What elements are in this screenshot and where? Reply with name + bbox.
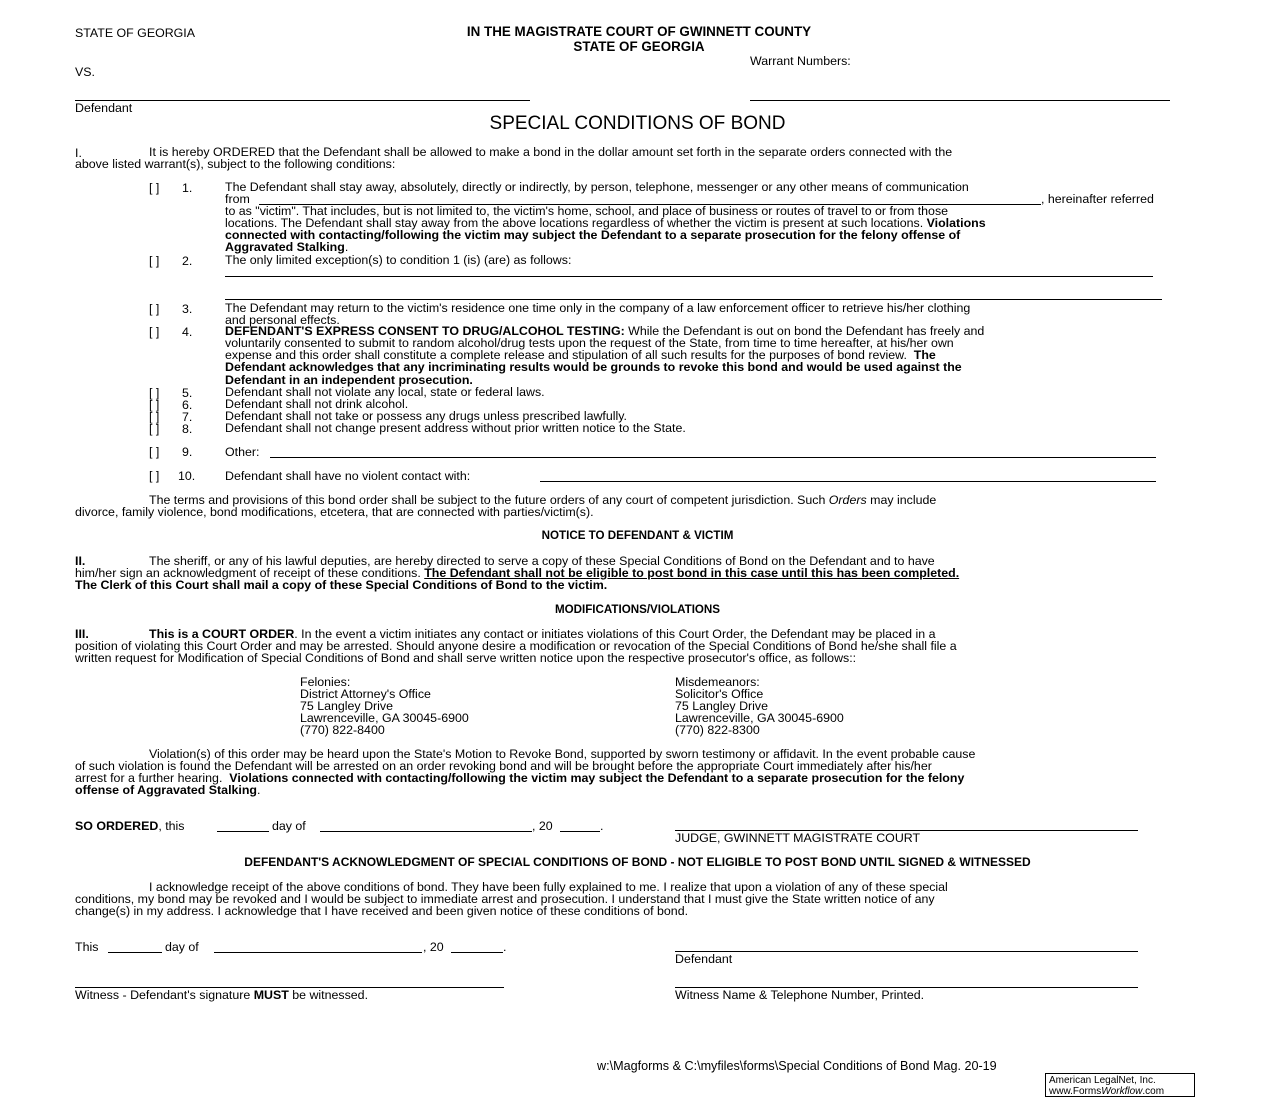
order-day-line[interactable] — [217, 831, 269, 832]
section-1-intro: It is hereby ORDERED that the Defendant shall be allowed to make a bond in the dollar amount set forth in the separate orders connected with the — [149, 145, 953, 159]
misdemeanors-street: 75 Langley Drive — [675, 699, 768, 713]
condition-3-number: 3. — [182, 302, 193, 316]
condition-4-checkbox[interactable]: [ ] — [149, 325, 160, 339]
order-period: . — [600, 819, 604, 833]
condition-10-number: 10. — [178, 469, 196, 483]
condition-4-text-4: Defendant acknowledges that any incriminating results would be grounds to revoke this bond and would be used against the — [225, 360, 962, 374]
felonies-city: Lawrenceville, GA 30045-6900 — [300, 711, 469, 725]
court-state: STATE OF GEORGIA — [573, 39, 705, 54]
violations-text-3: arrest for a further hearing. Violations connected with contacting/following the victim may subject the Defendant to a separate prosecution for the felony — [75, 771, 965, 785]
defendant-signature-label: Defendant — [675, 952, 733, 966]
modifications-text: This is a COURT ORDER. In the event a victim initiates any contact or initiates violations of this Court Order, the Defendant may be placed in a — [149, 627, 936, 641]
modifications-heading: MODIFICATIONS/VIOLATIONS — [554, 603, 721, 616]
section-2-numeral: II. — [75, 554, 86, 568]
notice-text-2: him/her sign an acknowledgment of receipt of these conditions. The Defendant shall not be eligible to post bond in this case until this has been completed. — [75, 566, 960, 580]
condition-2-text: The only limited exception(s) to condition 1 (is) (are) as follows: — [225, 253, 572, 267]
warrant-numbers-line[interactable] — [750, 100, 1170, 101]
condition-7-number: 7. — [182, 410, 193, 424]
condition-6-number: 6. — [182, 398, 193, 412]
defendant-signature-line[interactable] — [675, 951, 1138, 952]
misdemeanors-address — [675, 676, 844, 736]
notice-text: The sheriff, or any of his lawful deputies, are hereby directed to serve a copy of these Special Conditions of Bond on the Defendant and to have — [149, 554, 935, 568]
condition-1-text-4: locations. The Defendant shall stay away from the above locations regardless of whether the victim is present at such locations. Violations — [225, 216, 986, 230]
condition-1-checkbox[interactable]: [ ] — [149, 181, 160, 195]
sign-day-line[interactable] — [108, 952, 162, 953]
condition-4-text-2: voluntarily consented to submit to random alcohol/drug tests upon the request of the State, from time to time hereafter, at his/her own — [225, 336, 954, 350]
felonies-phone: (770) 822-8400 — [300, 723, 385, 737]
condition-5-checkbox[interactable]: [ ] — [149, 386, 160, 400]
no-contact-line[interactable] — [540, 481, 1156, 482]
court-title: IN THE MAGISTRATE COURT OF GWINNETT COUNTY — [466, 24, 812, 39]
condition-4-text-3: expense and this order shall constitute a complete release and stipulation of all such results for the purposes of bond review. The — [225, 348, 936, 362]
publisher-badge — [1045, 1073, 1195, 1097]
felonies-label: Felonies: — [300, 675, 351, 689]
sign-month-line[interactable] — [214, 952, 422, 953]
condition-4-number: 4. — [182, 325, 193, 339]
terms-text-2: divorce, family violence, bond modifications, etcetera, that are connected with parties/victim(s). — [75, 505, 594, 519]
page-title: SPECIAL CONDITIONS OF BOND — [489, 113, 786, 134]
condition-1-text: The Defendant shall stay away, absolutely, directly or indirectly, by person, telephone, messenger or any other means of communication — [225, 180, 969, 194]
publisher-url: www.FormsWorkflow.com — [1049, 1086, 1165, 1097]
exception-line-1[interactable] — [225, 276, 1153, 277]
condition-2-checkbox[interactable]: [ ] — [149, 254, 160, 268]
condition-7-checkbox[interactable]: [ ] — [149, 410, 160, 424]
condition-6-checkbox[interactable]: [ ] — [149, 398, 160, 412]
condition-9-text: Other: — [225, 445, 260, 459]
condition-1-number: 1. — [182, 181, 193, 195]
defendant-label: Defendant — [75, 101, 133, 115]
vs-label: VS. — [75, 65, 95, 79]
felonies-street: 75 Langley Drive — [300, 699, 393, 713]
misdemeanors-city: Lawrenceville, GA 30045-6900 — [675, 711, 844, 725]
exception-line-2[interactable] — [225, 299, 1162, 300]
misdemeanors-office: Solicitor's Office — [675, 687, 764, 701]
condition-1-from: from — [225, 192, 250, 206]
condition-8-number: 8. — [182, 422, 193, 436]
condition-4-text-5: Defendant in an independent prosecution. — [225, 373, 473, 387]
condition-9-number: 9. — [182, 445, 193, 459]
felonies-office: District Attorney's Office — [300, 687, 431, 701]
condition-5-text: Defendant shall not violate any local, state or federal laws. — [225, 385, 545, 399]
modifications-text-2: position of violating this Court Order and may be arrested. Should anyone desire a modification or revocation of the Special Conditions of Bond he/she shall file a — [75, 639, 957, 653]
terms-text: The terms and provisions of this bond order shall be subject to the future orders of any court of competent jurisdiction. Such Orders may include — [149, 493, 937, 507]
condition-2-number: 2. — [182, 254, 193, 268]
condition-3-checkbox[interactable]: [ ] — [149, 302, 160, 316]
section-1-numeral: I. — [75, 146, 82, 160]
misdemeanors-phone: (770) 822-8300 — [675, 723, 760, 737]
other-condition-line[interactable] — [270, 457, 1156, 458]
condition-9-checkbox[interactable]: [ ] — [149, 445, 160, 459]
publisher-name: American LegalNet, Inc. — [1049, 1075, 1156, 1086]
condition-3-text: The Defendant may return to the victim's residence one time only in the company of a law enforcement officer to retrieve his/her clothing — [225, 301, 971, 315]
violations-text-4: offense of Aggravated Stalking. — [75, 783, 261, 797]
warrant-numbers-label: Warrant Numbers: — [750, 54, 851, 68]
condition-10-checkbox[interactable]: [ ] — [149, 469, 160, 483]
notice-text-3: The Clerk of this Court shall mail a copy of these Special Conditions of Bond to the victim. — [75, 578, 608, 592]
form-path: w:\Magforms & C:\myfiles\forms\Special Conditions of Bond Mag. 20-19 — [597, 1059, 997, 1073]
condition-7-text: Defendant shall not take or possess any drugs unless prescribed lawfully. — [225, 409, 627, 423]
condition-8-text: Defendant shall not change present address without prior written notice to the State. — [225, 421, 686, 435]
section-1-intro-2: above listed warrant(s), subject to the following conditions: — [75, 157, 396, 171]
judge-label: JUDGE, GWINNETT MAGISTRATE COURT — [675, 831, 921, 845]
witness-signature-label: Witness - Defendant's signature MUST be witnessed. — [75, 988, 369, 1002]
condition-1-text-6: Aggravated Stalking. — [225, 240, 349, 254]
condition-1-hereinafter: , hereinafter referred — [1041, 192, 1154, 206]
condition-1-text-3: to as "victim". That includes, but is not limited to, the victim's home, school, and place of business or routes of travel to or from those — [225, 204, 949, 218]
so-ordered-line: SO ORDERED, this — [75, 819, 185, 833]
sign-year-prefix: , 20 — [423, 940, 444, 954]
condition-4-text: DEFENDANT'S EXPRESS CONSENT TO DRUG/ALCOHOL TESTING: While the Defendant is out on bond the Defendant has freely and — [225, 324, 985, 338]
defendant-name-line[interactable] — [75, 100, 530, 101]
notice-heading: NOTICE TO DEFENDANT & VICTIM — [541, 529, 734, 542]
acknowledgment-heading: DEFENDANT'S ACKNOWLEDGMENT OF SPECIAL CONDITIONS OF BOND - NOT ELIGIBLE TO POST BOND UNTIL SIGNED & WITNESSED — [244, 855, 1031, 869]
witness-name-label: Witness Name & Telephone Number, Printed. — [675, 988, 925, 1002]
sign-this: This — [75, 940, 99, 954]
order-year-line[interactable] — [560, 831, 600, 832]
violations-text-2: of such violation is found the Defendant will be arrested on an order revoking bond and will be brought before the appropriate Court immediately after his/her — [75, 759, 932, 773]
condition-8-checkbox[interactable]: [ ] — [149, 422, 160, 436]
condition-10-text: Defendant shall have no violent contact with: — [225, 469, 471, 483]
sign-day-of: day of — [165, 940, 199, 954]
felonies-address — [300, 676, 469, 736]
condition-5-number: 5. — [182, 386, 193, 400]
order-day-of: day of — [272, 819, 306, 833]
acknowledgment-text-2: conditions, my bond may be revoked and I would be subject to immediate arrest and prosecution. I understand that I must give the State written notice of any — [75, 892, 935, 906]
section-3-numeral: III. — [75, 627, 89, 641]
order-year-prefix: , 20 — [532, 819, 553, 833]
violations-text: Violation(s) of this order may be heard upon the State's Motion to Revoke Bond, supported by sworn testimony or affidavit. In the event probable cause — [149, 747, 976, 761]
modifications-text-3: written request for Modification of Special Conditions of Bond and shall serve written notice upon the respective prosecutor's office, as follows:: — [75, 651, 857, 665]
order-month-line[interactable] — [320, 831, 532, 832]
condition-6-text: Defendant shall not drink alcohol. — [225, 397, 409, 411]
acknowledgment-text: I acknowledge receipt of the above conditions of bond. They have been fully explained to me. I realize that upon a violation of any of these special — [149, 880, 948, 894]
condition-1-text-5: connected with contacting/following the victim may subject the Defendant to a separate prosecution for the felony offense of — [225, 228, 961, 242]
misdemeanors-label: Misdemeanors: — [675, 675, 760, 689]
sign-year-line[interactable] — [451, 952, 503, 953]
sign-period: . — [503, 940, 507, 954]
state-label: STATE OF GEORGIA — [75, 26, 196, 40]
acknowledgment-text-3: change(s) in my address. I acknowledge that I have received and been given notice of these conditions of bond. — [75, 904, 689, 918]
condition-3-text-2: and personal effects. — [225, 313, 340, 327]
